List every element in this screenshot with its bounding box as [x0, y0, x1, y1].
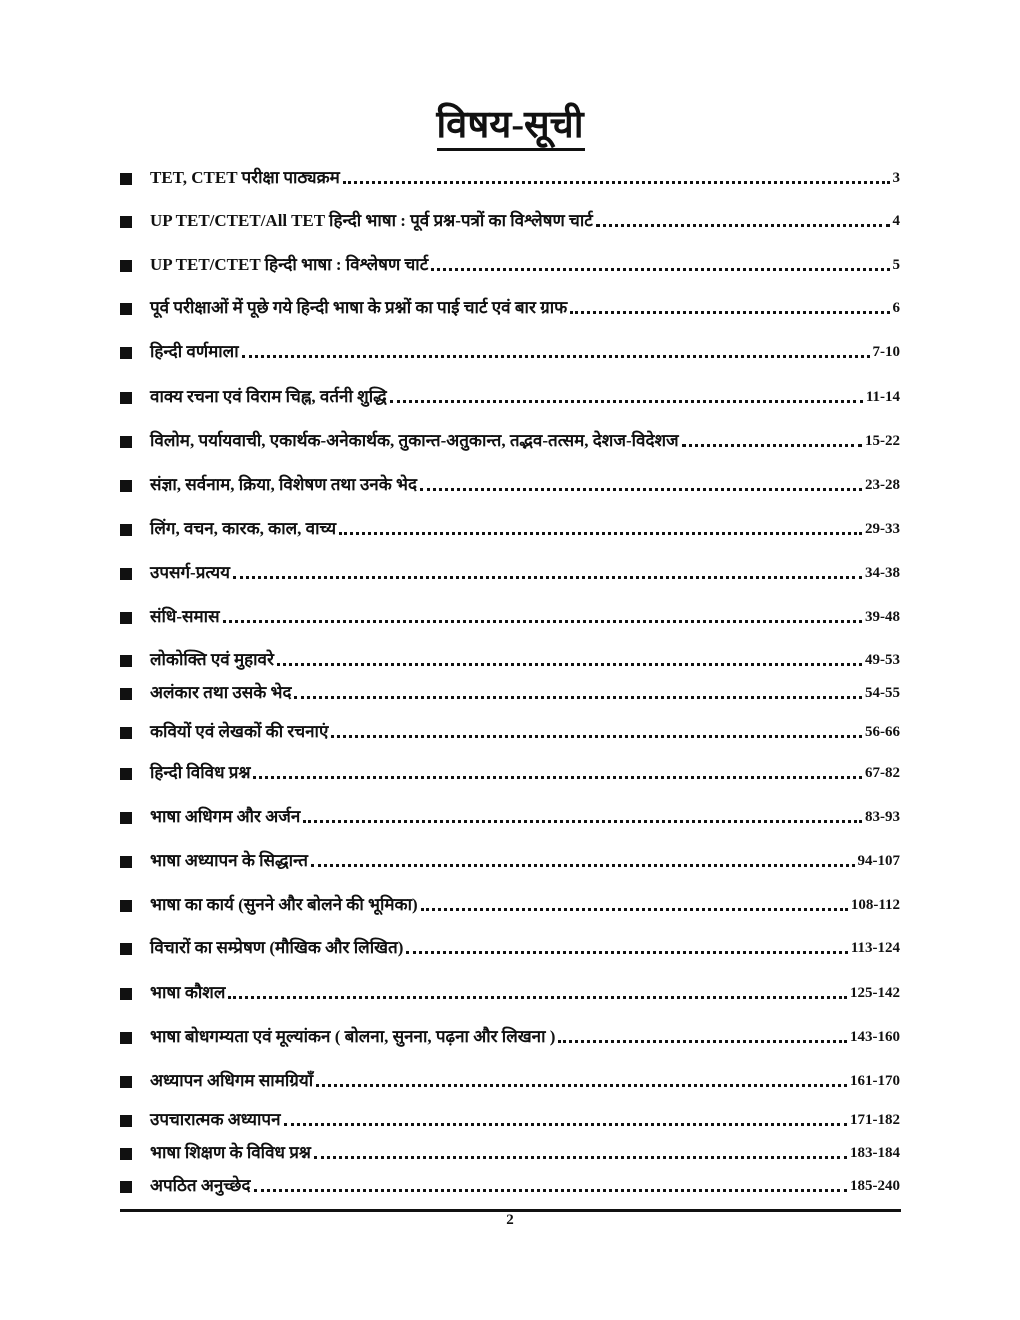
toc-entry-title: भाषा कौशल [150, 983, 226, 1002]
toc-entry [120, 849, 900, 873]
bullet-icon [120, 568, 132, 580]
toc-entry [120, 893, 900, 917]
toc-entry-title: भाषा बोधगम्यता एवं मूल्यांकन ( बोलना, सुनना, पढ़ना और लिखना ) [150, 1027, 556, 1046]
toc-entry-page: 3 [892, 170, 900, 186]
bullet-icon [120, 727, 132, 739]
toc-entry-page: 83-93 [865, 809, 900, 825]
toc-entry-page: 94-107 [857, 853, 900, 869]
dot-leader [303, 820, 862, 823]
toc-entry [120, 296, 900, 320]
bullet-icon [120, 612, 132, 624]
dot-leader [228, 996, 847, 999]
toc-entry-title: अध्यापन अधिगम सामग्रियाँ [150, 1071, 314, 1090]
bullet-icon [120, 768, 132, 780]
bullet-icon [120, 856, 132, 868]
dot-leader [431, 268, 889, 271]
toc-entry [120, 385, 900, 409]
bullet-icon [120, 1032, 132, 1044]
dot-leader [331, 735, 862, 738]
toc-entry [120, 1108, 900, 1132]
dot-leader [421, 908, 848, 911]
bullet-icon [120, 260, 132, 272]
bullet-icon [120, 1181, 132, 1193]
bullet-icon [120, 988, 132, 1000]
toc-entry-title: लोकोक्ति एवं मुहावरे [150, 650, 274, 669]
toc-entry-title: उपचारात्मक अध्यापन [150, 1110, 281, 1129]
toc-entry-page: 125-142 [850, 985, 900, 1001]
bullet-icon [120, 900, 132, 912]
dot-leader [339, 532, 862, 535]
toc-entry-page: 143-160 [850, 1029, 900, 1045]
toc-entry [120, 340, 900, 364]
toc-entry-page: 54-55 [865, 685, 900, 701]
bullet-icon [120, 1076, 132, 1088]
bullet-icon [120, 688, 132, 700]
bullet-icon [120, 812, 132, 824]
toc-entry [120, 517, 900, 541]
toc-entry-title: लिंग, वचन, कारक, काल, वाच्य [150, 519, 337, 538]
bullet-icon [120, 1115, 132, 1127]
dot-leader [316, 1084, 847, 1087]
toc-entry-title: विलोम, पर्यायवाची, एकार्थक-अनेकार्थक, तुकान्त-अतुकान्त, तद्भव-तत्सम, देशज-विदेशज [150, 431, 679, 450]
toc-entry [120, 805, 900, 829]
dot-leader [254, 1189, 848, 1192]
toc-entry-page: 4 [892, 213, 900, 229]
toc-entry [120, 561, 900, 585]
toc-entry [120, 605, 900, 629]
bullet-icon [120, 524, 132, 536]
dot-leader [420, 488, 862, 491]
toc-entry-title: विचारों का सम्प्रेषण (मौखिक और लिखित) [150, 938, 404, 957]
toc-entry-title: हिन्दी वर्णमाला [150, 342, 239, 361]
toc-entry-title: संधि-समास [150, 607, 220, 626]
bullet-icon [120, 655, 132, 667]
toc-entry [120, 720, 900, 744]
bullet-icon [120, 480, 132, 492]
dot-leader [242, 355, 870, 358]
toc-entry-page: 49-53 [865, 652, 900, 668]
dot-leader [596, 224, 890, 227]
bullet-icon [120, 436, 132, 448]
toc-entry-page: 108-112 [850, 897, 900, 913]
toc-entry-page: 171-182 [850, 1112, 900, 1128]
dot-leader [390, 400, 863, 403]
toc-entry [120, 936, 900, 960]
dot-leader [233, 576, 862, 579]
toc-entry-title: हिन्दी विविध प्रश्न [150, 763, 251, 782]
toc-entry-title: TET, CTET परीक्षा पाठ्यक्रम [150, 168, 340, 187]
dot-leader [223, 620, 862, 623]
toc-entry-page: 183-184 [850, 1145, 900, 1161]
toc-entry [120, 166, 900, 190]
toc-entry [120, 681, 900, 705]
toc-entry [120, 1069, 900, 1093]
toc-entry-title: UP TET/CTET/All TET हिन्दी भाषा : पूर्व प्रश्न-पत्रों का विश्लेषण चार्ट [150, 211, 593, 230]
bullet-icon [120, 303, 132, 315]
toc-entry-page: 5 [892, 257, 900, 273]
toc-entry [120, 1025, 900, 1049]
page-title: विषय-सूची [436, 104, 584, 146]
title-underline [437, 148, 585, 151]
toc-entry [120, 473, 900, 497]
toc-entry-page: 7-10 [872, 344, 900, 360]
toc-entry-title: संज्ञा, सर्वनाम, क्रिया, विशेषण तथा उनके भेद [150, 475, 417, 494]
toc-entry [120, 1174, 900, 1198]
toc-entry [120, 1141, 900, 1165]
toc-entry-title: भाषा अधिगम और अर्जन [150, 807, 301, 826]
bullet-icon [120, 1148, 132, 1160]
toc-entry-title: पूर्व परीक्षाओं में पूछे गये हिन्दी भाषा के प्रश्नों का पाई चार्ट एवं बार ग्राफ [150, 298, 568, 317]
toc-entry-title: अलंकार तथा उसके भेद [150, 683, 292, 702]
dot-leader [284, 1123, 847, 1126]
bullet-icon [120, 392, 132, 404]
toc-entry-page: 15-22 [865, 433, 900, 449]
toc-entry [120, 648, 900, 672]
toc-entry-page: 67-82 [865, 765, 900, 781]
toc-entry-page: 34-38 [865, 565, 900, 581]
toc-entry [120, 253, 900, 277]
toc-entry [120, 761, 900, 785]
dot-leader [253, 776, 862, 779]
dot-leader [343, 181, 890, 184]
toc-entry-page: 185-240 [850, 1178, 900, 1194]
dot-leader [570, 311, 889, 314]
dot-leader [406, 951, 847, 954]
bullet-icon [120, 216, 132, 228]
dot-leader [294, 696, 862, 699]
dot-leader [314, 1156, 847, 1159]
bullet-icon [120, 943, 132, 955]
toc-entry-title: उपसर्ग-प्रत्यय [150, 563, 231, 582]
toc-entry-page: 23-28 [865, 477, 900, 493]
toc-entry-page: 39-48 [865, 609, 900, 625]
toc-entry-page: 11-14 [865, 389, 900, 405]
toc-entry-page: 6 [892, 300, 900, 316]
page-number: 2 [506, 1212, 514, 1228]
toc-entry [120, 429, 900, 453]
bullet-icon [120, 347, 132, 359]
toc-entry-title: अपठित अनुच्छेद [150, 1176, 251, 1195]
toc-entry-title: UP TET/CTET हिन्दी भाषा : विश्लेषण चार्ट [150, 255, 429, 274]
toc-entry-page: 113-124 [850, 940, 900, 956]
bullet-icon [120, 173, 132, 185]
dot-leader [311, 864, 855, 867]
toc-entry [120, 981, 900, 1005]
toc-entry-title: भाषा अध्यापन के सिद्धान्त [150, 851, 308, 870]
toc-entry [120, 209, 900, 233]
toc-entry-page: 56-66 [865, 724, 900, 740]
dot-leader [558, 1040, 847, 1043]
toc-entry-title: भाषा शिक्षण के विविध प्रश्न [150, 1143, 311, 1162]
toc-entry-page: 161-170 [850, 1073, 900, 1089]
toc-entry-title: भाषा का कार्य (सुनने और बोलने की भूमिका) [150, 895, 418, 914]
toc-entry-title: कवियों एवं लेखकों की रचनाएं [150, 722, 329, 741]
dot-leader [277, 663, 862, 666]
toc-entry-page: 29-33 [865, 521, 900, 537]
dot-leader [682, 444, 862, 447]
toc-entry-title: वाक्य रचना एवं विराम चिह्न, वर्तनी शुद्धि [150, 387, 387, 406]
